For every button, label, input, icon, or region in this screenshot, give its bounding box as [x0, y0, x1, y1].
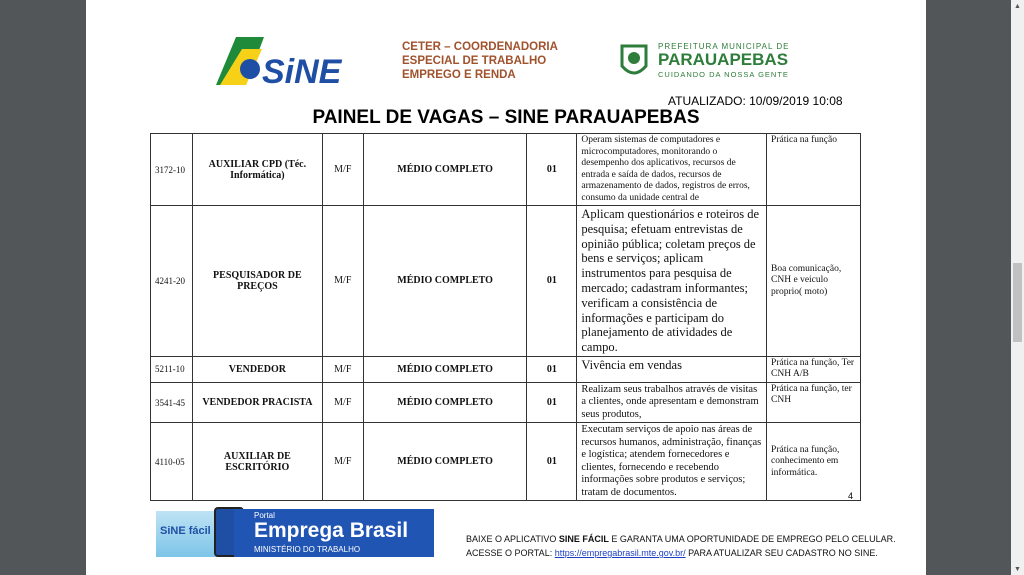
scroll-up-icon[interactable]: ▲	[1014, 2, 1021, 10]
page-title: PAINEL DE VAGAS – SINE PARAUAPEBAS	[312, 107, 700, 128]
job-description: Realizam seus trabalhos através de visitas a clientes, onde apresentam e demonstram seus produtos,	[577, 382, 767, 423]
prefeitura-line1: PREFEITURA MUNICIPAL DE	[658, 42, 790, 51]
job-code: 4241-20	[151, 206, 193, 357]
footer-text-part: PARA ATUALIZAR SEU CADASTRO NO SINE.	[685, 548, 878, 558]
job-education: MÉDIO COMPLETO	[363, 206, 527, 357]
jobs-table	[150, 133, 861, 501]
table-row	[151, 423, 861, 501]
sine-facil-text: SiNE fácil	[160, 525, 211, 537]
job-requirements: Prática na função, ter CNH	[767, 382, 861, 423]
job-qty: 01	[527, 206, 577, 357]
vertical-scrollbar[interactable]	[1011, 0, 1024, 575]
job-education: MÉDIO COMPLETO	[363, 356, 527, 382]
prefeitura-logo	[614, 40, 794, 82]
job-education: MÉDIO COMPLETO	[363, 423, 527, 501]
portal-link[interactable]: https://empregabrasil.mte.gov.br/	[554, 548, 686, 558]
job-sex: M/F	[322, 134, 363, 206]
job-description: Operam sistemas de computadores e microcomputadores, monitorando o desempenho dos aplicativos, recursos de entrada e saída de dados, recursos de armazenamento de dados, registros de erros, consumo da unidade central de	[577, 134, 767, 206]
job-sex: M/F	[322, 356, 363, 382]
table-row	[151, 382, 861, 423]
job-sex: M/F	[322, 382, 363, 423]
job-qty: 01	[527, 356, 577, 382]
job-description: Aplicam questionários e roteiros de pesquisa; efetuam entrevistas de opinião pública; coletam preços de bens e serviços; aplicam instrumentos para pesquisa de mercado; cadastram informantes; verificam a consistência de informações e participam do planejamento de atividades de campo.	[577, 206, 767, 357]
job-description: Vivência em vendas	[577, 356, 767, 382]
portal-label: Portal	[254, 511, 275, 520]
footer-text-part: ACESSE O PORTAL:	[466, 548, 555, 558]
job-education: MÉDIO COMPLETO	[363, 382, 527, 423]
job-sex: M/F	[322, 206, 363, 357]
footer-text-part: E GARANTA UMA OPORTUNIDADE DE EMPREGO PELO CELULAR.	[608, 534, 896, 544]
footer-line1	[466, 532, 896, 546]
job-code: 4110-05	[151, 423, 193, 501]
footer-text	[466, 532, 896, 560]
app-name: SINE FÁCIL	[558, 534, 609, 544]
prefeitura-slogan: CUIDANDO DA NOSSA GENTE	[658, 70, 789, 79]
page-number: 4	[848, 491, 854, 501]
footer-text-part: BAIXE O APLICATIVO	[466, 534, 559, 544]
job-requirements: Boa comunicação, CNH e veiculo proprio( moto)	[767, 206, 861, 357]
ceter-line: ESPECIAL DE TRABALHO	[402, 55, 547, 67]
job-education: MÉDIO COMPLETO	[363, 134, 527, 206]
job-code: 3541-45	[151, 382, 193, 423]
scrollbar-thumb[interactable]	[1013, 263, 1022, 342]
ministry-label: MINISTÉRIO DO TRABALHO	[254, 545, 361, 554]
job-qty: 01	[527, 134, 577, 206]
table-row	[151, 134, 861, 206]
table-row	[151, 356, 861, 382]
ceter-heading	[402, 40, 558, 82]
portal-box	[234, 509, 434, 557]
scroll-down-icon[interactable]: ▼	[1014, 565, 1021, 573]
job-title: VENDEDOR	[192, 356, 322, 382]
job-sex: M/F	[322, 423, 363, 501]
svg-text:SiNE: SiNE	[262, 53, 342, 87]
empresa-brasil-banner	[156, 507, 434, 559]
prefeitura-name: PARAUAPEBAS	[658, 50, 789, 69]
job-requirements: Prática na função, conhecimento em informática.	[767, 423, 861, 501]
job-title: PESQUISADOR DE PREÇOS	[192, 206, 322, 357]
updated-timestamp: ATUALIZADO: 10/09/2019 10:08	[668, 94, 843, 108]
ceter-line: EMPREGO E RENDA	[402, 69, 516, 81]
job-requirements: Prática na função, Ter CNH A/B	[767, 356, 861, 382]
sine-logo	[206, 35, 346, 87]
job-title: AUXILIAR DE ESCRITÓRIO	[192, 423, 322, 501]
job-qty: 01	[527, 382, 577, 423]
portal-name: Emprega Brasil	[254, 519, 409, 542]
job-qty: 01	[527, 423, 577, 501]
pdf-page	[86, 0, 926, 575]
coat-of-arms-icon	[614, 40, 654, 82]
job-code: 3172-10	[151, 134, 193, 206]
job-requirements: Prática na função	[767, 134, 861, 206]
job-code: 5211-10	[151, 356, 193, 382]
job-description: Executam serviços de apoio nas áreas de recursos humanos, administração, finanças e logística; atendem fornecedores e clientes, fornecendo e recebendo informações sobre produtos e serviços; tratam de documentos.	[577, 423, 767, 501]
ceter-line: CETER – COORDENADORIA	[402, 41, 558, 53]
footer-line2	[466, 546, 896, 560]
job-title: AUXILIAR CPD (Téc. Informática)	[192, 134, 322, 206]
table-row	[151, 206, 861, 357]
job-title: VENDEDOR PRACISTA	[192, 382, 322, 423]
